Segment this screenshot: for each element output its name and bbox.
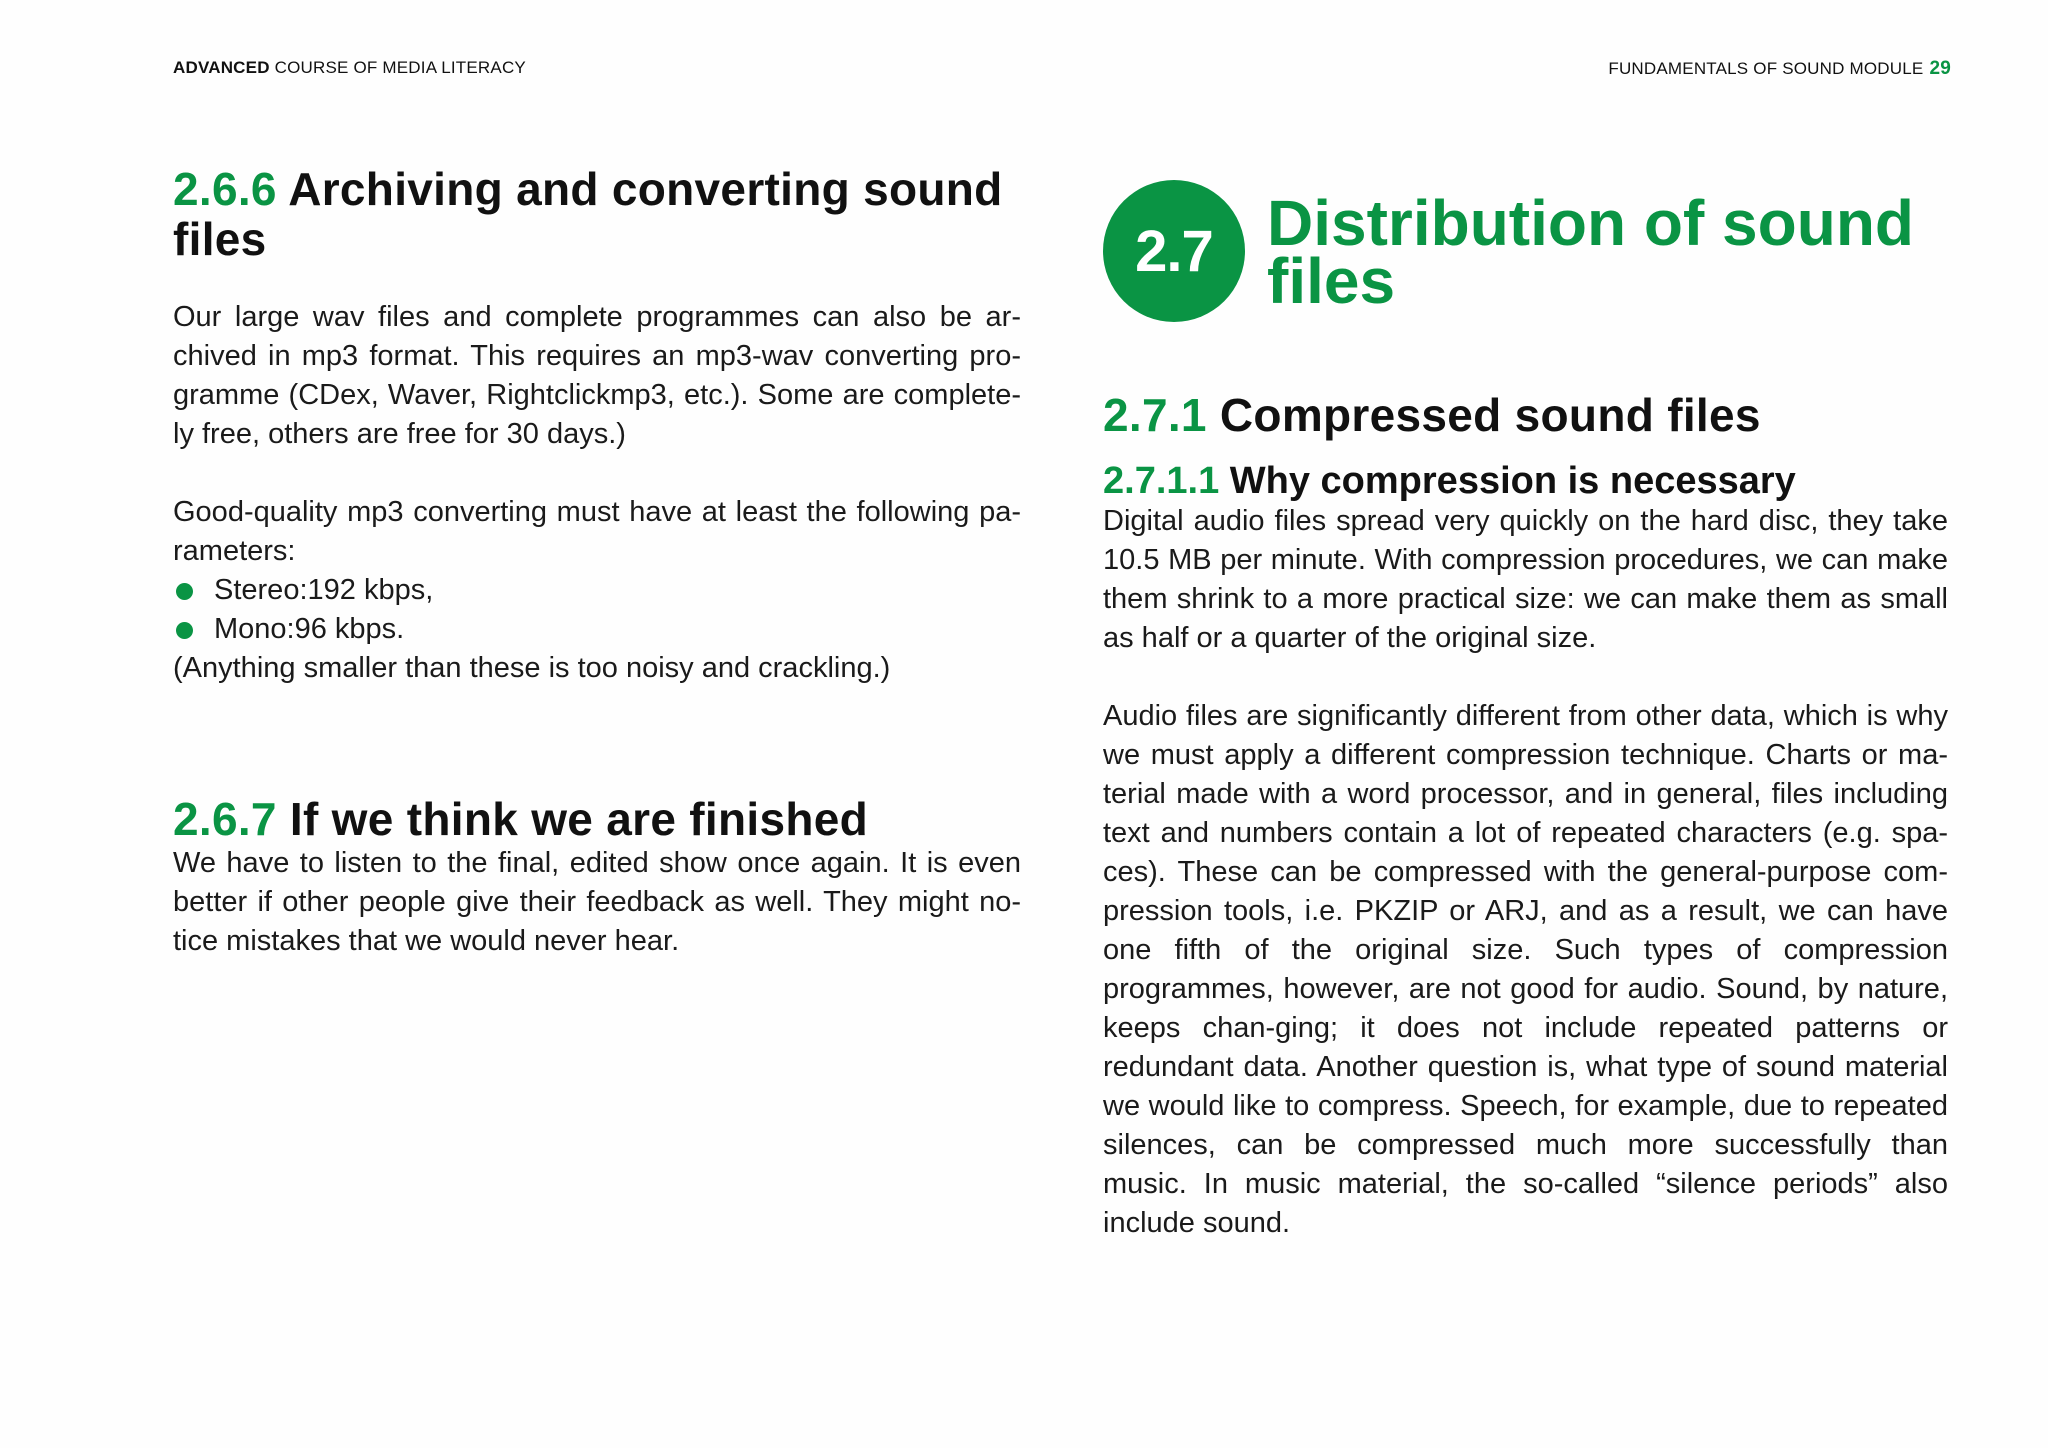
bullet-dot-icon (176, 622, 193, 639)
list-item (173, 610, 1021, 649)
right-column (1103, 176, 1948, 1243)
section-heading-2-6-7 (173, 794, 1021, 844)
section-title: Compressed sound files (1219, 389, 1761, 441)
paragraph-note: (Anything smaller than these is too noisy and crackling.) (173, 652, 891, 684)
section-title: Archiving and converting sound files (173, 163, 1003, 265)
section-number: 2.6.6 (173, 163, 277, 215)
list-item-text: Stereo:192 kbps, (214, 574, 434, 606)
paragraph-archiving: Our large wav files and complete programmes can also be ar-chived in mp3 format. This requires an mp3-wav converting pro-gramme (CDex, Waver, Rightclickmp3, etc.). Some are complete-ly free, others are free for 30 days.) (173, 301, 1021, 450)
bullet-dot-icon (176, 583, 193, 600)
header-course-name: COURSE OF MEDIA LITERACY (274, 58, 526, 77)
list-item (173, 571, 1021, 610)
section-number: 2.7.1 (1103, 389, 1207, 441)
section-heading-2-6-6 (173, 164, 1021, 264)
bitrate-list (173, 571, 1021, 649)
paragraph-audio-compression: Audio files are significantly different from other data, which is why we must apply a different compression technique. Charts or ma-terial made with a word processor, and in general, files including text and numbers contain a lot of repeated characters (e.g. spa-ces). These can be compressed with the general-purpose com-pression tools, i.e. PKZIP or ARJ, and as a result, we can have one fifth of the original size. Such types of compression programmes, however, are not good for audio. Sound, by nature, keeps chan-ging; it does not include repeated patterns or redundant data. Another question is, what type of sound material we would like to compress. Speech, for example, due to repeated silences, can be compressed much more successfully than music. In music material, the so-called “silence periods” also include sound. (1103, 700, 1948, 1239)
subsection-heading-2-7-1-1 (1103, 460, 1948, 502)
header-module-name: FUNDAMENTALS OF SOUND MODULE (1608, 59, 1924, 78)
list-item-text: Mono:96 kbps. (214, 613, 405, 645)
section-heading-2-7-1 (1103, 390, 1948, 440)
subsection-title: Why compression is necessary (1229, 460, 1796, 502)
chapter-title: Distribution of sound files (1267, 187, 1914, 317)
chapter-heading (1103, 176, 1948, 318)
header-course-level: ADVANCED (173, 58, 270, 77)
section-title: If we think we are finished (289, 793, 869, 845)
left-column (173, 164, 1021, 961)
page-number: 29 (1929, 58, 1951, 79)
subsection-number: 2.7.1.1 (1103, 460, 1220, 502)
chapter-number-badge: 2.7 (1103, 180, 1245, 322)
paragraph-finished: We have to listen to the final, edited show once again. It is even better if other people give their feedback as well. They might no-tice mistakes that we would never hear. (173, 847, 1021, 957)
section-number: 2.6.7 (173, 793, 277, 845)
running-header-right (1608, 58, 1951, 80)
paragraph-parameters: Good-quality mp3 converting must have at least the following pa-rameters: (173, 496, 1021, 567)
running-header-left (173, 58, 526, 78)
paragraph-compression-need: Digital audio files spread very quickly on the hard disc, they take 10.5 MB per minute. With compression procedures, we can make them shrink to a more practical size: we can make them as small as half or a quarter of the original size. (1103, 505, 1948, 654)
